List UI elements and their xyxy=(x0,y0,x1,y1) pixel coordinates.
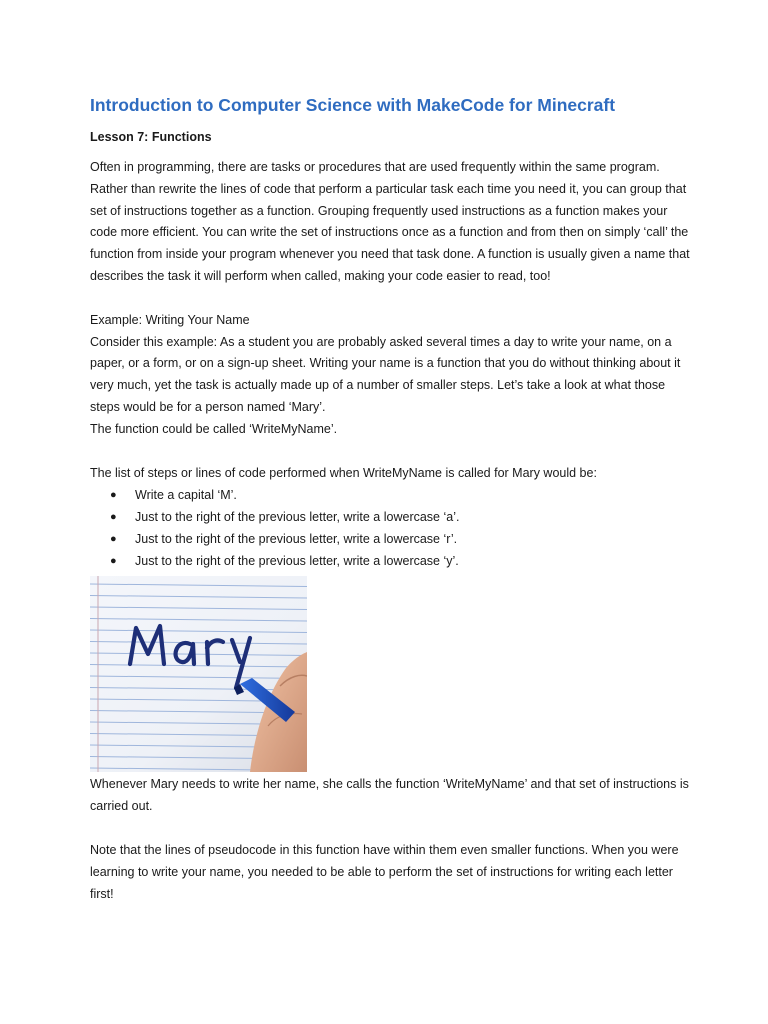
intro-paragraph: Often in programming, there are tasks or procedures that are used frequently within the same program. Rather than rewrite the lines of code that perform a particular task each time you need it, you can group that set of instructions together as a function. Grouping frequently used instructions as a function makes your code more efficient. You can write the set of instructions once as a function and from then on simply ‘call’ the function from inside your program whenever you need that task done. A function is usually given a name that describes the task it will perform when called, making your code easier to read, too! xyxy=(90,160,690,283)
example-paragraph: Consider this example: As a student you are probably asked several times a day to write your name, on a paper, or a form, or on a sign-up sheet. Writing your name is a function that you do without thinking about it very much, yet the task is actually made up of a number of smaller steps. Let’s take a look at what those steps would be for a person named ‘Mary’. xyxy=(90,334,681,414)
list-item xyxy=(90,550,690,572)
bullet-icon: ● xyxy=(110,489,117,502)
list-item xyxy=(90,484,690,506)
bullet-icon: ● xyxy=(110,533,117,546)
steps-list xyxy=(90,484,690,572)
after-image-paragraph: Whenever Mary needs to write her name, she calls the function ‘WriteMyName’ and that set of instructions is carried out. xyxy=(90,777,689,814)
step-text: Just to the right of the previous letter, write a lowercase ‘y’. xyxy=(135,554,459,569)
document-title: Introduction to Computer Science with MakeCode for Minecraft xyxy=(90,95,616,115)
lesson-heading: Lesson 7: Functions xyxy=(90,130,212,144)
function-name-line: The function could be called ‘WriteMyName’. xyxy=(90,421,338,436)
list-item xyxy=(90,528,690,550)
bullet-icon: ● xyxy=(110,555,117,568)
bullet-icon: ● xyxy=(110,511,117,524)
steps-intro: The list of steps or lines of code performed when WriteMyName is called for Mary would be: xyxy=(90,465,597,480)
mary-handwriting-photo xyxy=(90,576,307,772)
list-item xyxy=(90,506,690,528)
note-paragraph: Note that the lines of pseudocode in this function have within them even smaller functions. When you were learning to write your name, you needed to be able to perform the set of instructions for writing each letter first! xyxy=(90,842,679,901)
document-page xyxy=(90,93,690,905)
step-text: Write a capital ‘M’. xyxy=(135,488,237,503)
step-text: Just to the right of the previous letter, write a lowercase ‘r’. xyxy=(135,532,458,547)
step-text: Just to the right of the previous letter, write a lowercase ‘a’. xyxy=(135,510,460,525)
example-heading: Example: Writing Your Name xyxy=(90,312,250,327)
